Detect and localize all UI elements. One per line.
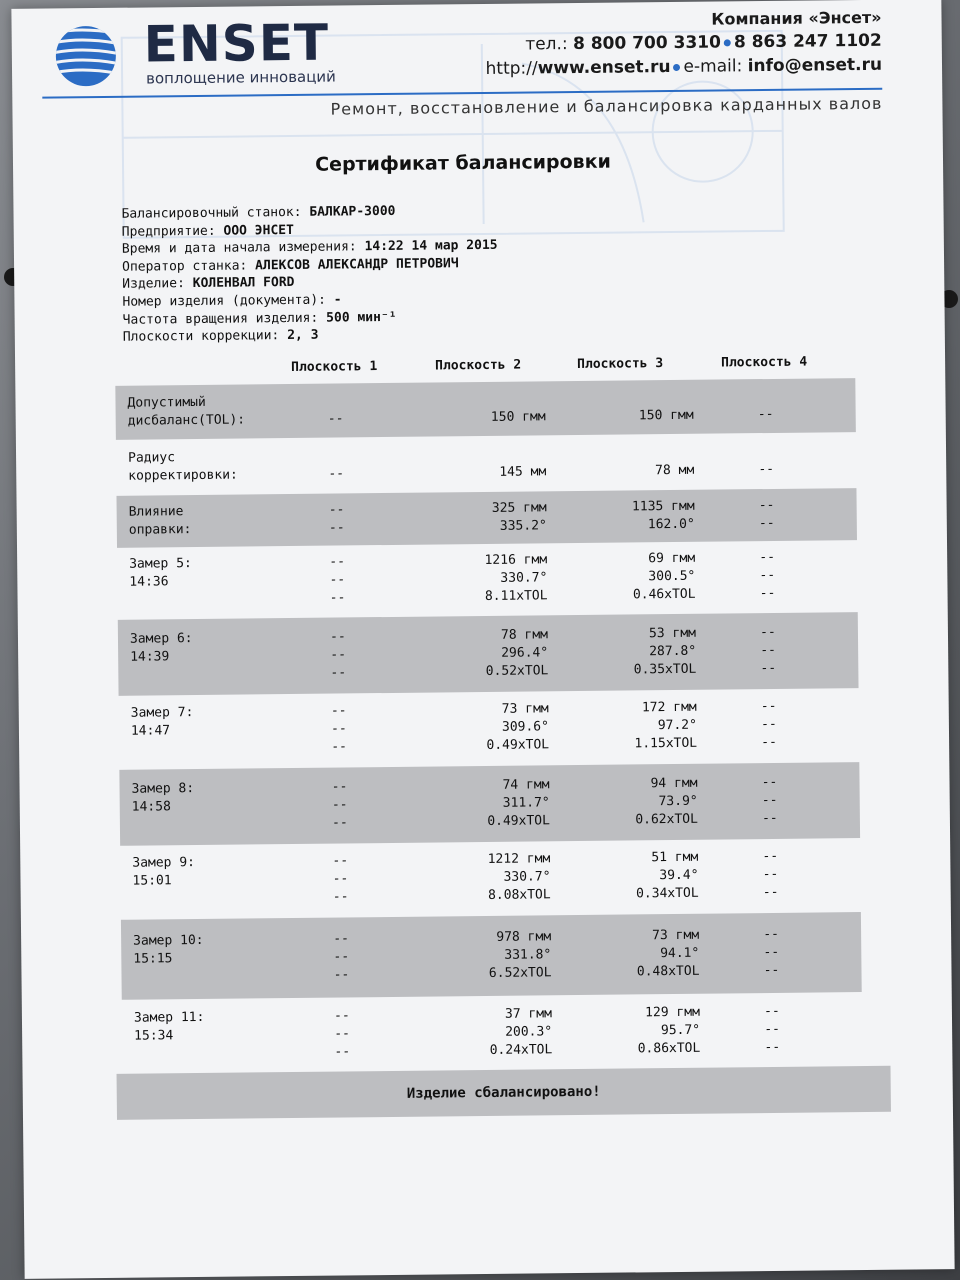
info-value: 2, 3 <box>287 327 319 344</box>
column-header: Плоскость 4 <box>721 354 808 371</box>
cell-plane-2: 8.08xTOL <box>487 887 551 903</box>
cell-plane-1: -- <box>328 520 345 536</box>
cell-plane-2 <box>445 390 545 391</box>
cell-plane-3: 94 гмм <box>650 775 698 792</box>
table-row <box>116 434 857 494</box>
cell-plane-4: -- <box>759 549 776 566</box>
web-line: http://www.enset.ru e-mail: info@enset.ru <box>485 54 883 79</box>
cell-plane-1: -- <box>329 572 346 588</box>
cell-plane-3: 162.0° <box>647 516 695 533</box>
row-label: Радиус <box>128 450 176 466</box>
cell-plane-2: 335.2° <box>499 518 547 534</box>
cell-plane-1: -- <box>333 949 350 965</box>
cell-plane-2: 1212 гмм <box>487 851 551 867</box>
cell-plane-4: -- <box>759 585 776 602</box>
row-label: 14:36 <box>129 574 169 590</box>
cell-plane-2: 296.4° <box>501 645 549 661</box>
cell-plane-4: -- <box>758 497 775 514</box>
row-label: 14:47 <box>130 723 171 739</box>
phone-number-1: 8 800 700 3310 <box>572 32 721 55</box>
cell-plane-3: 73.9° <box>658 793 698 810</box>
cell-plane-3: 95.7° <box>660 1022 701 1039</box>
cell-plane-1: -- <box>328 502 345 518</box>
cell-plane-2: 6.52xTOL <box>488 965 552 981</box>
cell-plane-1 <box>306 447 366 448</box>
column-header: Плоскость 3 <box>577 356 664 372</box>
info-value: ООО ЭНСЕТ <box>223 222 294 239</box>
row-label: оправки: <box>128 522 192 538</box>
cell-plane-3: 0.48xTOL <box>636 963 700 980</box>
certificate-title: Сертификат балансировки <box>315 150 611 176</box>
table-row <box>121 912 862 1000</box>
cell-plane-2: 200.3° <box>505 1024 553 1040</box>
cell-plane-3: 53 гмм <box>648 625 697 642</box>
cell-plane-2: 0.52xTOL <box>485 663 549 679</box>
website: www.enset.ru <box>537 57 671 79</box>
info-value: АЛЕКСОВ АЛЕКСАНДР ПЕТРОВИЧ <box>255 256 459 274</box>
cell-plane-1: -- <box>330 703 347 719</box>
cell-plane-2: 8.11xTOL <box>484 588 548 604</box>
cell-plane-1 <box>305 392 365 393</box>
column-header: Плоскость 2 <box>435 357 522 374</box>
cell-plane-1: -- <box>332 853 349 869</box>
table-row <box>117 542 858 616</box>
cell-plane-4: -- <box>760 624 776 641</box>
cell-plane-3: 287.8° <box>649 643 697 660</box>
cell-plane-1: -- <box>334 1044 351 1060</box>
cell-plane-4: -- <box>761 774 778 791</box>
phone-number-2: 8 863 247 1102 <box>733 30 882 53</box>
cell-plane-2: 325 гмм <box>491 500 547 516</box>
row-label: Допустимый <box>127 394 206 411</box>
cell-plane-2: 150 гмм <box>490 409 546 425</box>
cell-plane-2: 330.7° <box>503 869 551 885</box>
cell-plane-1: -- <box>330 647 347 663</box>
cell-plane-4: -- <box>760 660 777 677</box>
cell-plane-1: -- <box>328 466 345 482</box>
logo-wordmark: ENSET <box>143 13 330 74</box>
cell-plane-2: 0.49xTOL <box>486 737 550 753</box>
info-line <box>123 325 499 347</box>
info-value: 500 мин⁻¹ <box>326 309 397 326</box>
table-row <box>119 762 860 846</box>
cell-plane-2: 311.7° <box>502 795 550 811</box>
cell-plane-2: 74 гмм <box>502 777 550 793</box>
cell-plane-3: 73 гмм <box>652 927 700 944</box>
cell-plane-4: -- <box>761 810 778 827</box>
logo-slogan: воплощение инноваций <box>146 67 336 88</box>
info-block <box>121 202 498 347</box>
row-label: Замер 10: <box>133 932 204 949</box>
email: info@enset.ru <box>747 54 883 77</box>
cell-plane-4: -- <box>764 1003 780 1020</box>
table-row <box>116 488 857 548</box>
row-label: 15:01 <box>132 873 172 889</box>
cell-plane-3: 94.1° <box>660 945 700 962</box>
info-value: БАЛКАР-3000 <box>309 203 396 220</box>
cell-plane-2: 978 гмм <box>496 929 552 945</box>
company-name: Компания «Энсет» <box>711 7 882 29</box>
cell-plane-1: -- <box>331 779 348 795</box>
company-tagline: Ремонт, восстановление и балансировка карданных валов <box>330 93 883 119</box>
cell-plane-3 <box>594 444 694 445</box>
cell-plane-1: -- <box>329 590 346 606</box>
cell-plane-4: -- <box>759 567 776 584</box>
cell-plane-1: -- <box>327 411 344 427</box>
cell-plane-2: 1216 гмм <box>484 552 548 568</box>
cell-plane-3: 0.86xTOL <box>637 1040 701 1057</box>
cell-plane-4: -- <box>761 734 778 751</box>
cell-plane-3: 39.4° <box>659 867 699 884</box>
cell-plane-1: -- <box>329 554 346 570</box>
cell-plane-2: 309.6° <box>501 719 550 735</box>
row-label: 14:58 <box>131 799 171 815</box>
info-value: 14:22 14 мар 2015 <box>364 238 498 255</box>
bullet-icon <box>673 63 680 70</box>
cell-plane-2: 145 мм <box>499 464 547 480</box>
cell-plane-3: 0.62xTOL <box>635 811 698 828</box>
cell-plane-4: -- <box>762 866 779 883</box>
cell-plane-3: 150 гмм <box>638 407 694 424</box>
row-label: Замер 8: <box>131 781 195 797</box>
column-header: Плоскость 1 <box>291 359 378 375</box>
cell-plane-3: 1135 гмм <box>631 498 695 515</box>
cell-plane-1: -- <box>331 721 347 737</box>
cell-plane-3: 300.5° <box>648 568 696 585</box>
globe-logo-icon <box>45 20 142 91</box>
cell-plane-1: -- <box>330 665 347 681</box>
info-label: Оператор станка: <box>122 258 248 275</box>
cell-plane-4: -- <box>764 1021 781 1038</box>
cell-plane-1: -- <box>334 1026 351 1042</box>
row-label: Замер 7: <box>130 705 194 721</box>
info-label: Плоскости коррекции: <box>122 328 280 345</box>
cell-plane-4: -- <box>758 461 775 478</box>
cell-plane-1: -- <box>333 931 350 947</box>
cell-plane-4: -- <box>758 515 775 532</box>
cell-plane-1: -- <box>332 815 348 831</box>
cell-plane-3: 69 гмм <box>648 550 696 567</box>
info-label: Балансировочный станок: <box>121 204 302 222</box>
cell-plane-4: -- <box>764 1039 781 1056</box>
row-label: Замер 6: <box>129 631 193 647</box>
info-label: Время и дата начала измерения: <box>121 239 357 257</box>
cell-plane-4: -- <box>761 716 777 733</box>
cell-plane-1: -- <box>332 871 349 887</box>
info-label: Частота вращения изделия: <box>122 310 319 328</box>
cell-plane-3: 0.34xTOL <box>635 885 699 902</box>
cell-plane-3: 1.15xTOL <box>634 735 698 752</box>
row-label: корректировки: <box>128 467 238 484</box>
table-row <box>122 994 863 1072</box>
info-value: КОЛЕНВАЛ FORD <box>192 275 295 292</box>
row-label: Влияние <box>128 504 184 520</box>
certificate-sheet <box>11 0 954 1279</box>
cell-plane-4 <box>736 443 796 444</box>
phone-line: тел.: 8 800 700 3310 8 863 247 1102 <box>525 30 882 55</box>
row-label: 14:39 <box>130 649 170 665</box>
cell-plane-1: -- <box>330 629 346 645</box>
cell-plane-2: 0.49xTOL <box>487 813 550 829</box>
enset-logo <box>45 13 346 90</box>
cell-plane-3: 129 гмм <box>645 1004 700 1021</box>
cell-plane-3: 0.46xTOL <box>632 586 696 603</box>
cell-plane-1: -- <box>334 1008 350 1024</box>
cell-plane-1: -- <box>331 739 348 755</box>
cell-plane-4 <box>735 388 795 389</box>
cell-plane-4: -- <box>757 406 774 423</box>
row-label: Замер 9: <box>132 855 196 871</box>
cell-plane-1: -- <box>333 967 350 983</box>
table-row <box>120 840 861 916</box>
cell-plane-4: -- <box>762 848 779 865</box>
cell-plane-4: -- <box>760 642 777 659</box>
row-label: 15:15 <box>133 951 173 967</box>
cell-plane-2: 37 гмм <box>504 1006 553 1022</box>
cell-plane-2: 73 гмм <box>501 701 549 717</box>
row-label: 15:34 <box>134 1028 174 1044</box>
cell-plane-3: 172 гмм <box>641 699 697 716</box>
cell-plane-4: -- <box>760 698 777 715</box>
cell-plane-2: 331.8° <box>504 947 552 963</box>
cell-plane-4: -- <box>761 792 778 809</box>
cell-plane-4: -- <box>763 962 780 979</box>
row-label: Замер 5: <box>129 556 192 572</box>
cell-plane-2 <box>446 445 546 446</box>
info-label: Изделие: <box>122 276 185 293</box>
info-label: Предприятие: <box>121 223 216 240</box>
table-row <box>118 612 859 696</box>
cell-plane-3: 0.35xTOL <box>633 661 697 678</box>
result-banner: Изделие сбалансировано! <box>117 1066 891 1120</box>
table-row <box>119 690 860 766</box>
cell-plane-4: -- <box>763 926 780 943</box>
cell-plane-1: -- <box>331 797 348 813</box>
row-label: дисбаланс(TOL): <box>127 412 246 429</box>
cell-plane-4: -- <box>763 944 780 961</box>
cell-plane-1: -- <box>332 889 349 905</box>
bullet-icon <box>724 39 731 46</box>
cell-plane-3: 78 мм <box>655 462 695 479</box>
cell-plane-3 <box>593 389 693 390</box>
cell-plane-4: -- <box>762 884 779 901</box>
cell-plane-2: 0.24xTOL <box>489 1042 553 1058</box>
row-label: Замер 11: <box>133 1009 205 1026</box>
info-value: - <box>333 292 342 308</box>
cell-plane-3: 51 гмм <box>651 849 699 866</box>
cell-plane-2: 78 гмм <box>500 627 549 643</box>
info-label: Номер изделия (документа): <box>122 292 327 310</box>
contact-block <box>485 8 882 79</box>
table-row <box>115 378 856 440</box>
cell-plane-3: 97.2° <box>657 717 697 734</box>
cell-plane-2: 330.7° <box>500 570 548 586</box>
